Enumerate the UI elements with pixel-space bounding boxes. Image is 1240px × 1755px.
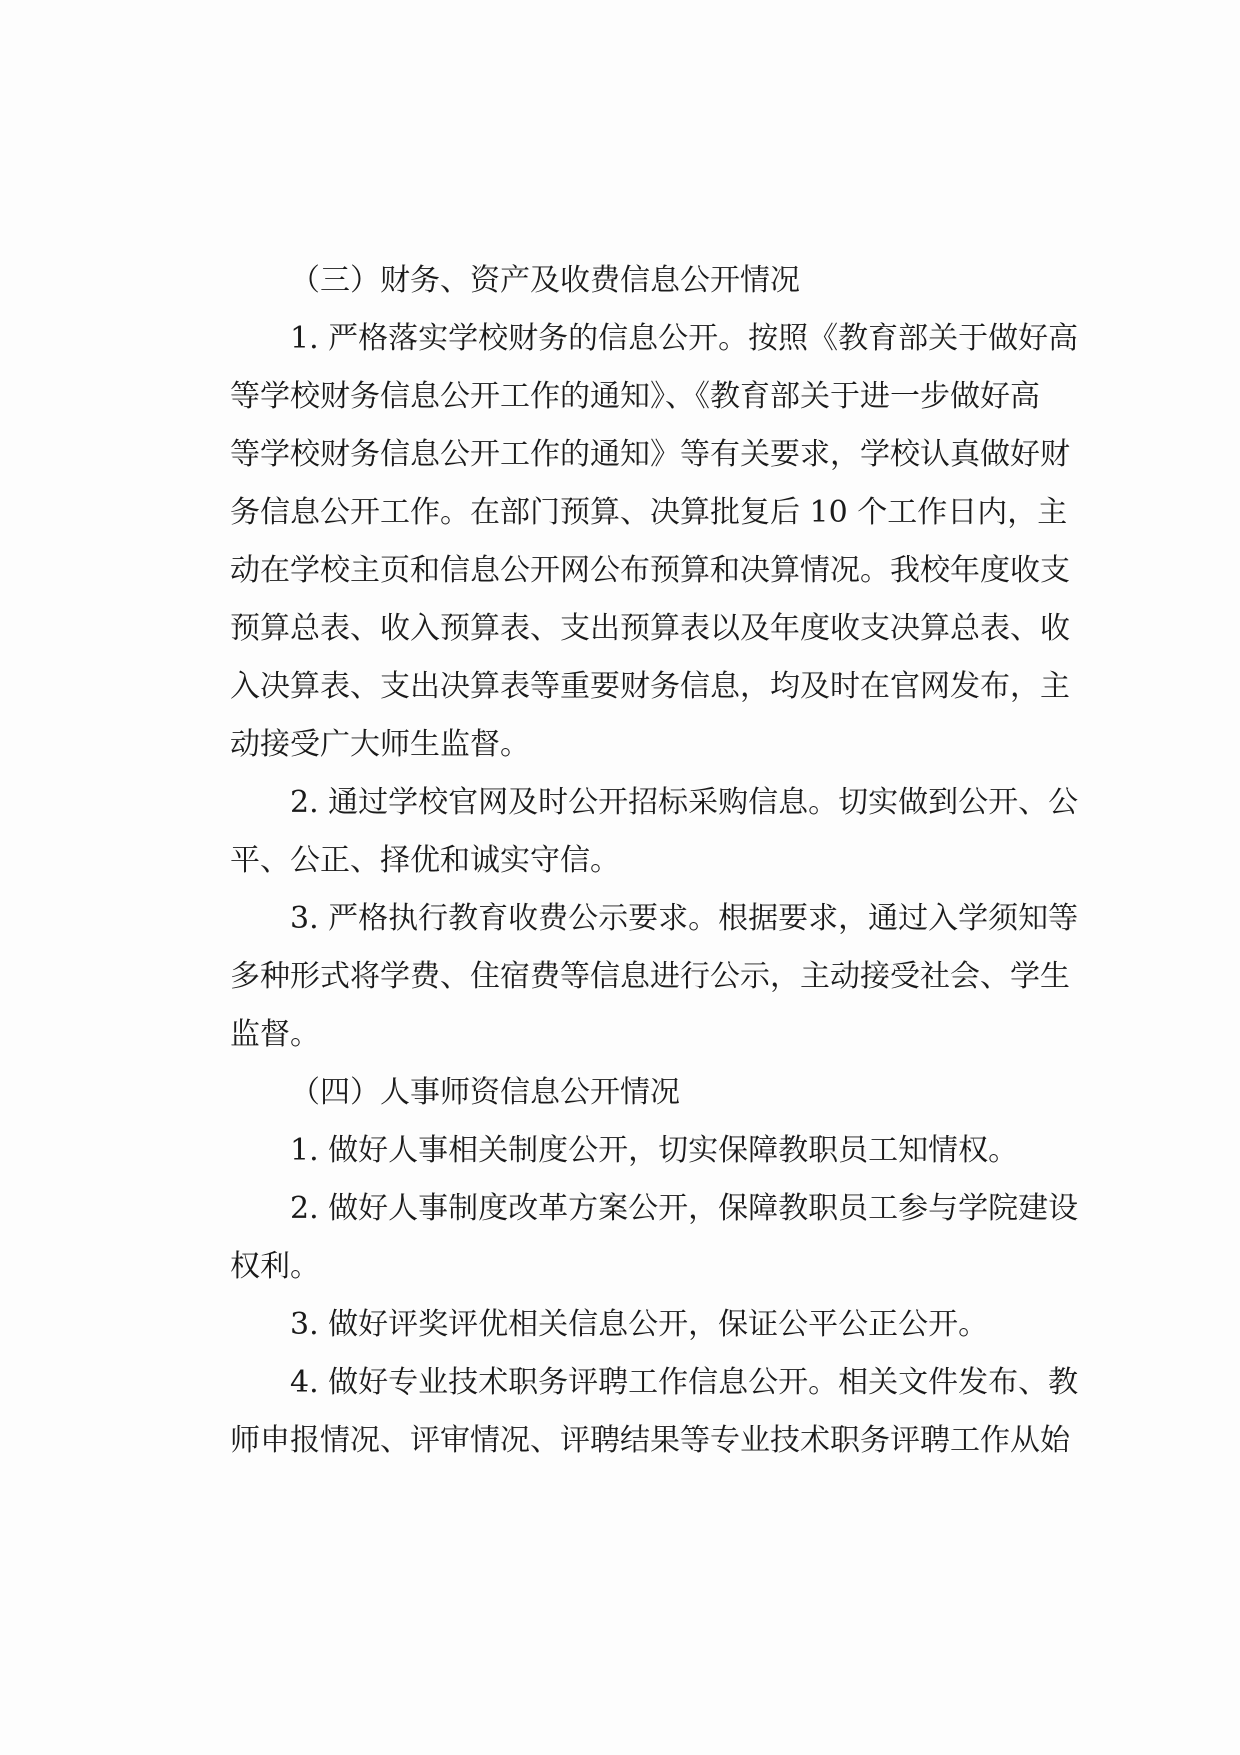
paragraph-line: 2. 做好人事制度改革方案公开，保障教职员工参与学院建设 [290,1191,1079,1226]
paragraph-line: 权利。 [230,1249,320,1284]
paragraph [230,890,1079,1064]
paragraph [230,774,1079,890]
paragraph [230,1180,1079,1296]
paragraph-line: 动接受广大师生监督。 [230,727,530,762]
paragraph-line: 1. 做好人事相关制度公开，切实保障教职员工知情权。 [290,1133,1019,1168]
paragraph-line: 入决算表、支出决算表等重要财务信息，均及时在官网发布，主 [230,669,1070,704]
paragraph [230,1354,1079,1470]
paragraph-line: 多种形式将学费、住宿费等信息进行公示，主动接受社会、学生 [230,959,1070,994]
paragraph [230,1296,1012,1354]
paragraph-line: 3. 严格执行教育收费公示要求。根据要求，通过入学须知等 [290,901,1079,936]
paragraph-line: 平、公正、择优和诚实守信。 [230,843,620,878]
section-heading: （三）财务、资产及收费信息公开情况 [290,263,800,298]
paragraph-line: 1. 严格落实学校财务的信息公开。按照《教育部关于做好高 [290,321,1079,356]
paragraph-line: 动在学校主页和信息公开网公布预算和决算情况。我校年度收支 [230,553,1070,588]
paragraph-line: 2. 通过学校官网及时公开招标采购信息。切实做到公开、公 [290,785,1079,820]
section-heading: （四）人事师资信息公开情况 [290,1075,680,1110]
paragraph [230,1122,1019,1180]
paragraph-line: 监督。 [230,1017,320,1052]
document-body [230,252,1079,1470]
paragraph-line: 3. 做好评奖评优相关信息公开，保证公平公正公开。 [290,1307,989,1342]
paragraph-line: 等学校财务信息公开工作的通知》等有关要求，学校认真做好财 [230,437,1070,472]
paragraph-line: 4. 做好专业技术职务评聘工作信息公开。相关文件发布、教 [290,1365,1079,1400]
paragraph-line: 等学校财务信息公开工作的通知》、《教育部关于进一步做好高 [230,379,1040,414]
paragraph-line: 务信息公开工作。在部门预算、决算批复后 10 个工作日内，主 [230,495,1068,530]
paragraph-line: 预算总表、收入预算表、支出预算表以及年度收支决算总表、收 [230,611,1070,646]
paragraph-line: 师申报情况、评审情况、评聘结果等专业技术职务评聘工作从始 [230,1423,1070,1458]
paragraph [230,310,1079,774]
